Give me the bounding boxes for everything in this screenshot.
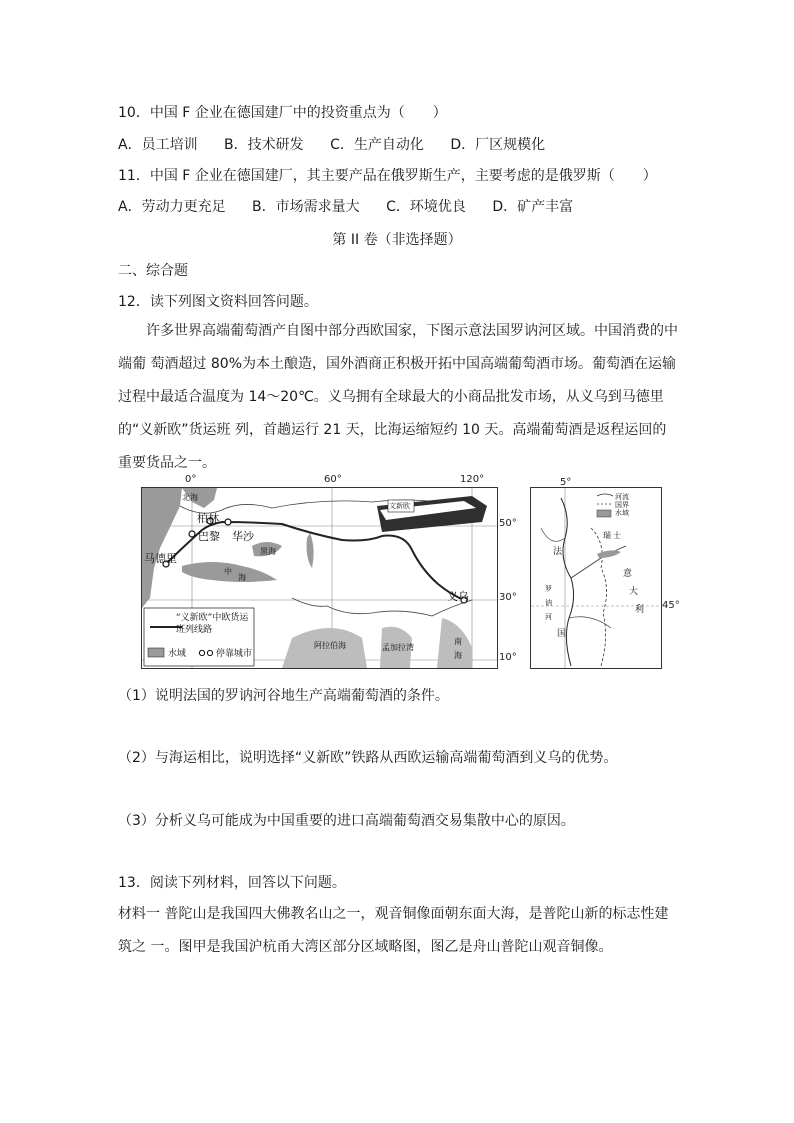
label-yi: 意: [623, 569, 633, 579]
legend-route-label: “义新欧”中欧货运班列线路: [176, 613, 249, 635]
label-fa: 法: [553, 547, 563, 557]
question-12-intro: 12．读下列图文资料回答问题。: [118, 294, 318, 310]
question-10-options: [118, 135, 567, 155]
option-b: B．市场需求量大: [252, 199, 360, 215]
city-berlin-label: 柏林: [197, 512, 219, 525]
legend-water-label: 水域: [615, 509, 629, 517]
label-ne: 讷: [545, 599, 552, 607]
sea-south-china-label-2: 海: [454, 651, 462, 660]
section-heading: 二、综合题: [118, 263, 188, 279]
legend-border-label: 国界: [615, 501, 629, 509]
tick-120: 120°: [460, 474, 485, 485]
label-shi: 士: [613, 531, 621, 540]
city-paris-label: 巴黎: [198, 530, 220, 543]
option-d: D．矿产丰富: [492, 199, 574, 215]
tick-50: 50°: [499, 518, 517, 529]
rhone-map: [530, 487, 662, 669]
sea-black-sea-label: 黑海: [260, 547, 276, 556]
sea-bengal-label: 孟加拉湾: [382, 643, 414, 652]
city-yiwu-label: 义乌: [447, 590, 469, 603]
option-c: C．生产自动化: [330, 137, 424, 153]
tick-5: 5°: [560, 477, 572, 488]
sea-mediterranean-label-2: 海: [238, 573, 246, 582]
tick-0: 0°: [185, 474, 197, 485]
label-he: 河: [545, 613, 552, 621]
sea-arabian-label: 阿拉伯海: [314, 641, 346, 650]
tick-60: 60°: [324, 474, 342, 485]
label-li: 利: [635, 605, 645, 615]
option-d: D．厂区规模化: [450, 137, 546, 153]
city-warsaw-label: 华沙: [232, 530, 254, 543]
question-12-paragraph: 许多世界高端葡萄酒产自图中部分西欧国家，下图示意法国罗讷河区域。中国消费的中端葡 萄酒超过 80%为本土酿造，国外酒商正积极开拓中国高端葡萄酒市场。葡萄酒在运输过程中最适合温度为 14～20℃。义乌拥有全球最大的小商品批发市场，从义乌到马德里的“义新欧”货运班 列，首趟运行 21 天，比海运缩短约 10 天。高端葡萄酒是返程运回的重要货品之一。: [118, 323, 678, 471]
tick-30: 30°: [499, 592, 517, 603]
train-label: 文新欧: [389, 502, 410, 510]
rhone-map-drawing: [531, 488, 661, 668]
label-luo: 罗: [545, 585, 552, 593]
sea-south-china-label: 南: [454, 637, 462, 646]
option-c: C．环境优良: [386, 199, 466, 215]
question-11: 11．中国 F 企业在德国建厂，其主要产品在俄罗斯生产，主要考虑的是俄罗斯（ ）: [118, 168, 657, 184]
label-guo: 国: [557, 629, 567, 639]
world-map-route: [141, 487, 498, 669]
sub-question-1: （1）说明法国的罗讷河谷地生产高端葡萄酒的条件。: [118, 688, 449, 704]
legend-city-label: 停靠城市: [216, 649, 253, 659]
question-13-material: 材料一 普陀山是我国四大佛教名山之一，观音铜像面朝东面大海，是普陀山新的标志性建筑之 一。图甲是我国沪杭甬大湾区部分区域略图，图乙是舟山普陀山观音铜像。: [118, 906, 669, 955]
legend-water-label: 水域: [168, 649, 187, 659]
option-a: A．员工培训: [118, 137, 198, 153]
label-da: 大: [629, 587, 639, 597]
option-b: B．技术研发: [224, 137, 304, 153]
sub-question-3: （3）分析义乌可能成为中国重要的进口高端葡萄酒交易集散中心的原因。: [118, 813, 575, 829]
question-10: 10．中国 F 企业在德国建厂中的投资重点为（ ）: [118, 105, 447, 121]
section-title: 第 II 卷（非选择题）: [332, 232, 462, 248]
legend-river-label: 河流: [615, 493, 629, 501]
option-a: A．劳动力更充足: [118, 199, 226, 215]
tick-10: 10°: [499, 652, 517, 663]
sea-north-sea-label: 北海: [182, 493, 198, 502]
question-11-options: [118, 197, 595, 217]
question-13-intro: 13．阅读下列材料，回答以下问题。: [118, 875, 346, 891]
label-rui: 瑞: [603, 531, 611, 540]
city-madrid-label: 马德里: [144, 552, 177, 565]
sea-mediterranean-label: 中: [224, 567, 232, 576]
tick-45: 45°: [662, 600, 680, 611]
sub-question-2: （2）与海运相比，说明选择“义新欧”铁路从西欧运输高端葡萄酒到义乌的优势。: [118, 750, 618, 766]
